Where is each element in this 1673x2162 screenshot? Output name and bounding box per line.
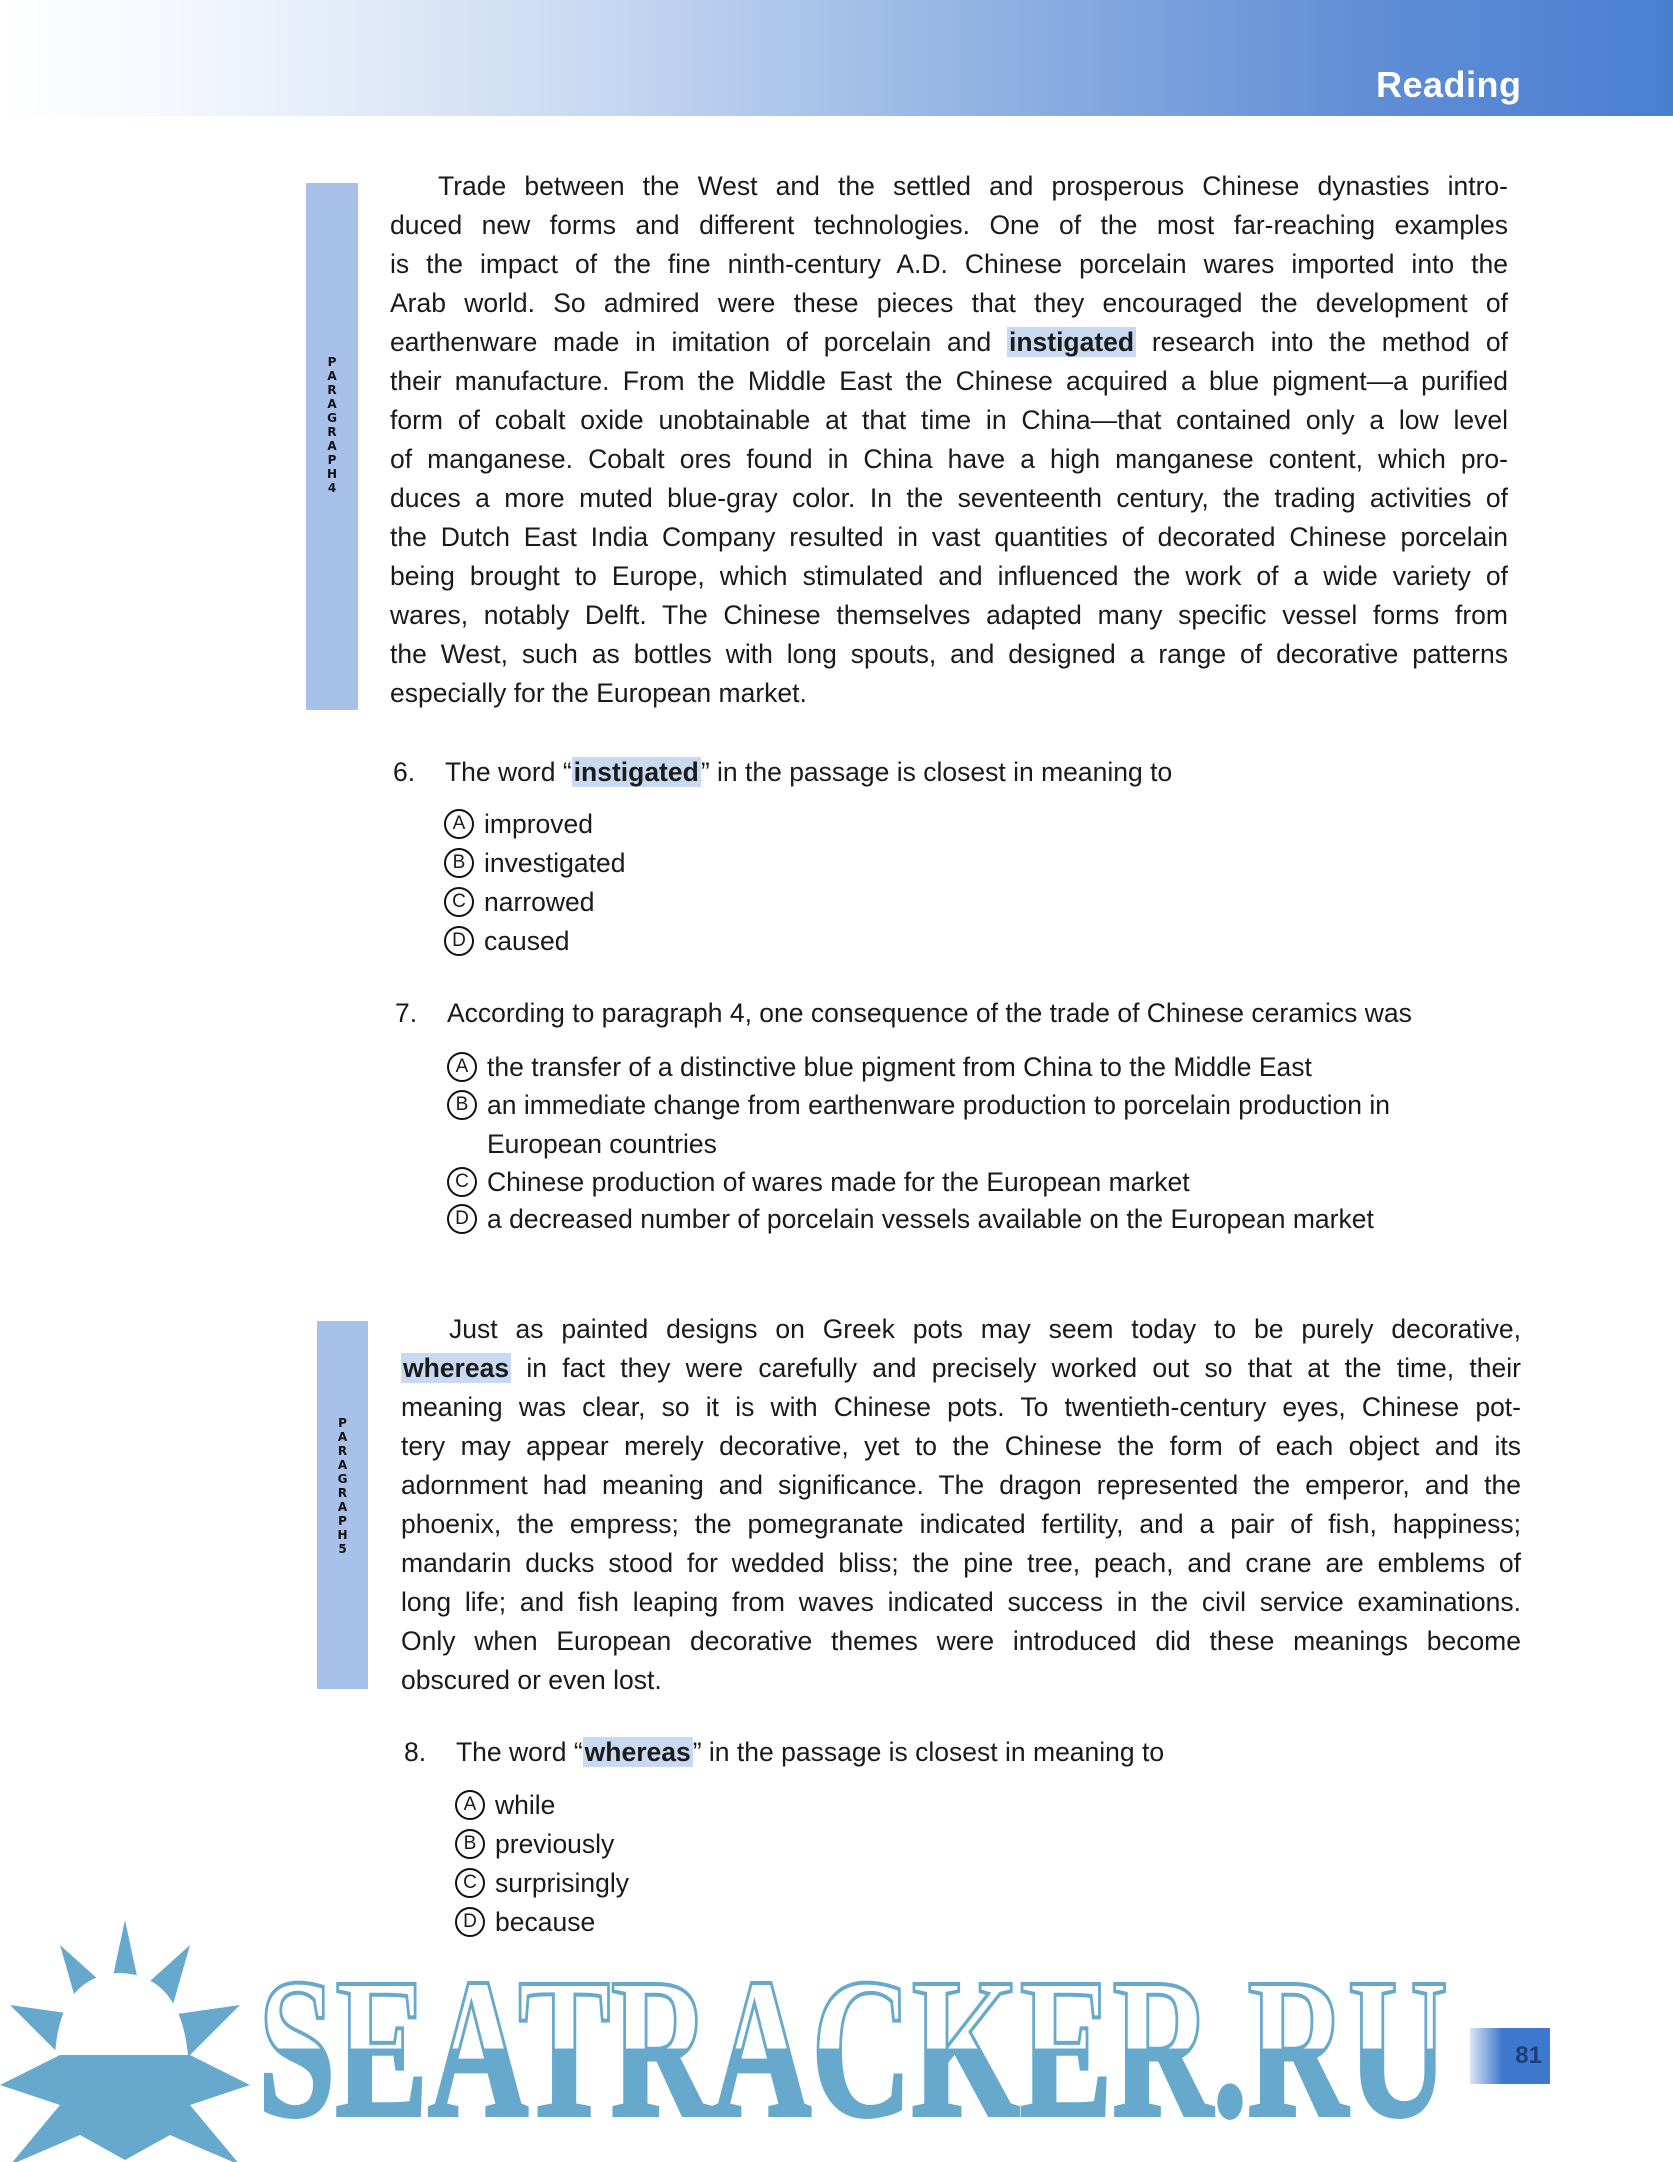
header-band [0, 0, 1673, 116]
question-text: ” in the passage is closest in meaning to [692, 1737, 1165, 1767]
paragraph-line: Arab world. So admired were these pieces that they encouraged the development of [390, 288, 1508, 318]
option-letter-circle-icon[interactable]: B [455, 1829, 485, 1859]
paragraph-5-tab [317, 1321, 368, 1689]
paragraph-line: whereas in fact they were carefully and precisely worked out so that at the time, their [403, 1353, 1521, 1383]
answer-option-b[interactable] [444, 844, 625, 883]
question-number: 8. [404, 1737, 427, 1767]
paragraph-line: of manganese. Cobalt ores found in China have a high manganese content, which pro- [390, 444, 1508, 474]
answer-option-a[interactable] [455, 1786, 555, 1825]
option-letter-circle-icon[interactable]: A [444, 809, 474, 839]
paragraph-line: mandarin ducks stood for wedded bliss; the pine tree, peach, and crane are emblems of [401, 1548, 1521, 1578]
highlighted-word: whereas [403, 1353, 510, 1383]
option-letter-circle-icon[interactable]: D [444, 926, 474, 956]
option-letter-circle-icon[interactable]: C [455, 1868, 485, 1898]
paragraph-line: duced new forms and different technologies. One of the most far-reaching examples [390, 210, 1508, 240]
option-text: previously [495, 1829, 615, 1859]
question-number: 7. [395, 998, 418, 1028]
highlighted-word: instigated [573, 757, 699, 787]
question-text: The word “ [445, 757, 572, 787]
paragraph-line: the Dutch East India Company resulted in vast quantities of decorated Chinese porcelain [390, 522, 1508, 552]
option-text: Chinese production of wares made for the European market [487, 1167, 1190, 1197]
paragraph-line: meaning was clear, so it is with Chinese pots. To twentieth-century eyes, Chinese pot- [401, 1392, 1521, 1422]
question-text: ” in the passage is closest in meaning to [700, 757, 1173, 787]
paragraph-line: earthenware made in imitation of porcelain and instigated research into the method of [390, 327, 1508, 357]
section-title: Reading [1376, 64, 1522, 105]
option-text: improved [484, 809, 593, 839]
question-8 [404, 1737, 1164, 1768]
paragraph-line: phoenix, the empress; the pomegranate indicated fertility, and a pair of fish, happiness; [401, 1509, 1521, 1539]
paragraph-line: tery may appear merely decorative, yet to the Chinese the form of each object and its [401, 1431, 1521, 1461]
option-letter-circle-icon[interactable]: C [444, 887, 474, 917]
answer-option-c[interactable] [444, 883, 594, 922]
question-7 [395, 998, 1412, 1029]
option-letter-circle-icon[interactable]: C [447, 1167, 477, 1197]
option-text: while [495, 1790, 556, 1820]
paragraph-4-tab-label: PARAGRAPH 4 [326, 355, 338, 495]
paragraph-4-tab [306, 183, 358, 710]
paragraph-line: especially for the European market. [390, 678, 807, 708]
option-letter-circle-icon[interactable]: A [455, 1790, 485, 1820]
answer-option-b[interactable] [455, 1825, 614, 1864]
paragraph-line: their manufacture. From the Middle East the Chinese acquired a blue pigment—a purified [390, 366, 1508, 396]
question-text: The word “ [456, 1737, 583, 1767]
watermark-text: SEATRACKER.RU [258, 1938, 1448, 2159]
sun-logo-icon [0, 1920, 250, 2162]
highlighted-word: instigated [1008, 327, 1135, 357]
option-letter-circle-icon[interactable]: D [455, 1907, 485, 1937]
question-number: 6. [393, 757, 416, 787]
page-number: 81 [1470, 2028, 1550, 2084]
paragraph-line: Just as painted designs on Greek pots may seem today to be purely decorative, [449, 1314, 1521, 1344]
answer-option-d[interactable] [444, 922, 569, 961]
option-text: investigated [484, 848, 626, 878]
answer-option-a[interactable] [447, 1048, 1312, 1087]
option-letter-circle-icon[interactable]: D [447, 1204, 477, 1234]
option-letter-circle-icon[interactable]: A [447, 1052, 477, 1082]
answer-option-c[interactable] [455, 1864, 629, 1903]
paragraph-line: being brought to Europe, which stimulated and influenced the work of a wide variety of [390, 561, 1508, 591]
paragraph-line: is the impact of the fine ninth-century A.D. Chinese porcelain wares imported into the [390, 249, 1508, 279]
question-6 [393, 757, 1172, 788]
answer-option-c[interactable] [447, 1163, 1190, 1202]
answer-option-b[interactable] [447, 1086, 1390, 1164]
watermark [0, 1915, 1673, 2162]
question-text: According to paragraph 4, one consequence of the trade of Chinese ceramics was [447, 998, 1412, 1028]
option-text: a decreased number of porcelain vessels available on the European market [487, 1204, 1374, 1234]
option-letter-circle-icon[interactable]: B [444, 848, 474, 878]
option-text: narrowed [484, 887, 595, 917]
option-text: because [495, 1907, 596, 1937]
paragraph-line: Trade between the West and the settled and prosperous Chinese dynasties intro- [438, 171, 1508, 201]
paragraph-line: long life; and fish leaping from waves indicated success in the civil service examinations. [401, 1587, 1521, 1617]
option-letter-circle-icon[interactable]: B [447, 1090, 477, 1120]
highlighted-word: whereas [584, 1737, 691, 1767]
option-text: an immediate change from earthenware production to porcelain production in [487, 1090, 1391, 1120]
paragraph-line: duces a more muted blue-gray color. In the seventeenth century, the trading activities of [390, 483, 1508, 513]
paragraph-4 [390, 167, 1508, 713]
option-text: the transfer of a distinctive blue pigment from China to the Middle East [487, 1052, 1312, 1082]
answer-option-d[interactable] [447, 1200, 1374, 1239]
option-text: surprisingly [495, 1868, 630, 1898]
paragraph-line: form of cobalt oxide unobtainable at that time in China—that contained only a low level [390, 405, 1508, 435]
paragraph-line: adornment had meaning and significance. The dragon represented the emperor, and the [401, 1470, 1521, 1500]
option-text: caused [484, 926, 570, 956]
option-text-continued: European countries [487, 1129, 717, 1159]
paragraph-5 [401, 1310, 1521, 1700]
answer-option-a[interactable] [444, 805, 593, 844]
paragraph-line: obscured or even lost. [401, 1665, 662, 1695]
paragraph-line: Only when European decorative themes were introduced did these meanings become [401, 1626, 1521, 1656]
paragraph-line: wares, notably Delft. The Chinese themselves adapted many specific vessel forms from [390, 600, 1508, 630]
paragraph-5-tab-label: PARAGRAPH 5 [337, 1416, 348, 1556]
paragraph-line: the West, such as bottles with long spouts, and designed a range of decorative patterns [390, 639, 1508, 669]
